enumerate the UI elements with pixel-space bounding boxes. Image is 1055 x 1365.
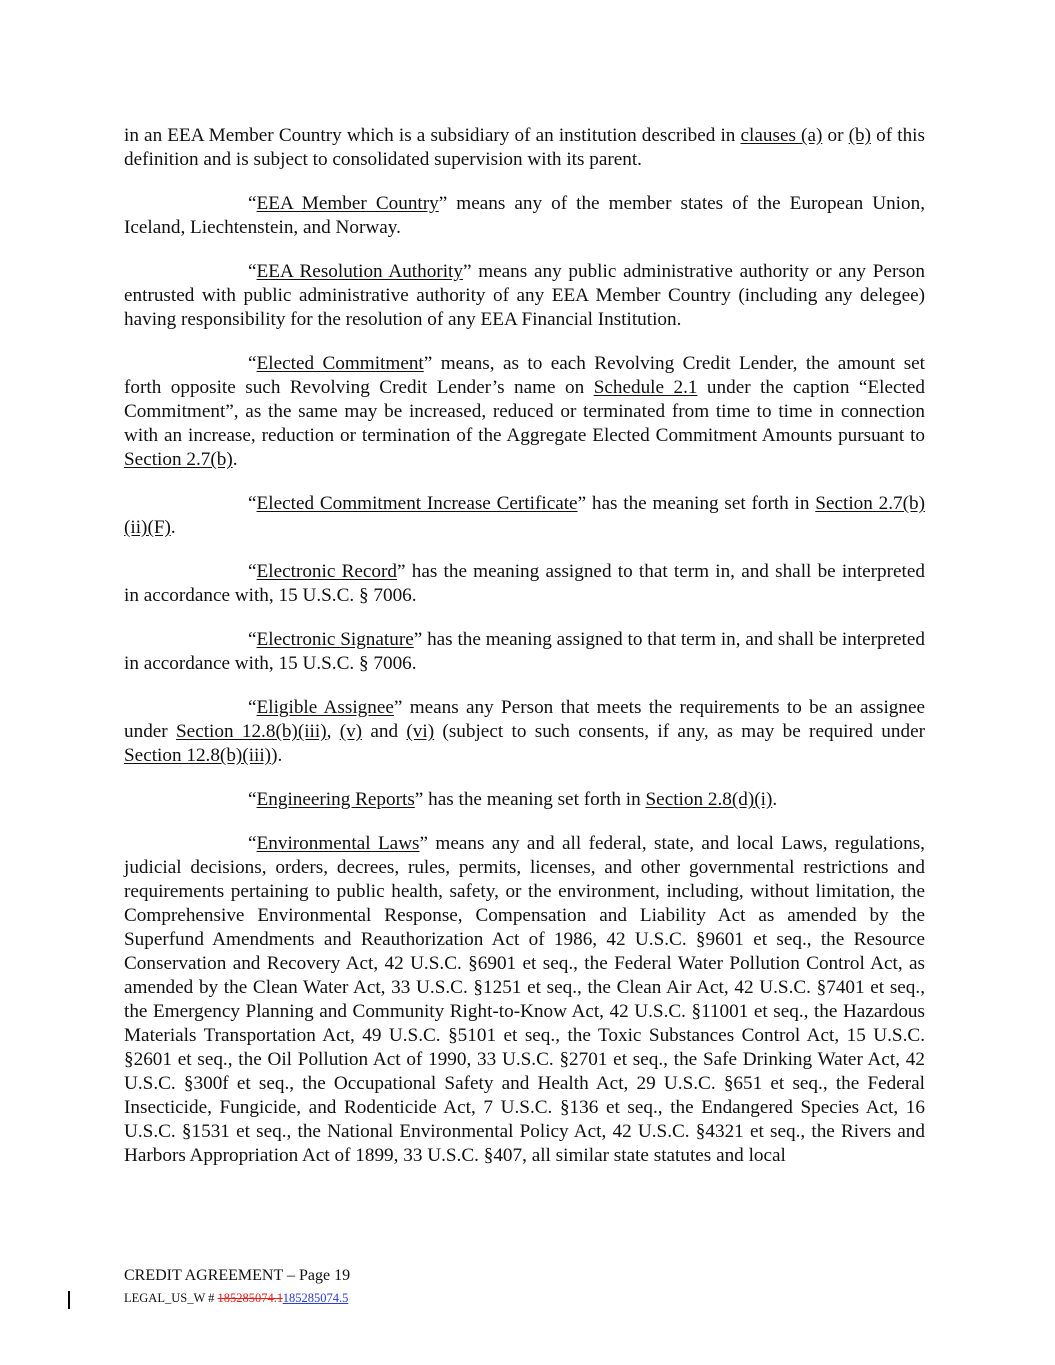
definition-text: ” has the meaning set forth in: [414, 789, 646, 810]
definition-electronic-signature: [124, 628, 925, 676]
defined-term: Electronic Signature: [256, 629, 414, 650]
text: ,: [326, 721, 340, 742]
quote-mark: “: [248, 493, 257, 514]
definition-text: under the caption “Elected Commitment”, as the same may be increased, reduced or terminated from time to time in connection with an increase, reduction or termination of the Aggregate Elected Commitment Amounts pursuant to: [124, 377, 925, 446]
defined-term: Engineering Reports: [256, 789, 415, 810]
quote-mark: “: [248, 833, 257, 854]
definition-elected-commitment-increase-certificate: [124, 492, 925, 540]
definition-text: ” means, as to each Revolving Credit Lender, the amount set forth opposite such Revolving Credit Lender’s name on: [124, 353, 926, 398]
cross-reference: Schedule 2.1: [593, 377, 698, 398]
cross-reference: Section 2.7(b): [124, 449, 233, 470]
defined-term: Elected Commitment Increase Certificate: [256, 493, 578, 514]
page-footer: [124, 1266, 350, 1308]
cross-reference: Section 12.8(b)(iii): [176, 721, 327, 742]
document-id: [124, 1288, 350, 1308]
quote-mark: “: [248, 697, 257, 718]
definition-text: (subject to such consents, if any, as may be required under: [434, 721, 925, 742]
cross-reference: Section 2.7(b)(ii)(F): [124, 493, 925, 538]
revision-change-bar: [68, 1291, 70, 1309]
definition-electronic-record: [124, 560, 925, 608]
defined-term: EEA Resolution Authority: [256, 261, 463, 282]
definition-eligible-assignee: [124, 696, 925, 768]
cross-reference: (v): [339, 721, 363, 742]
text: .: [772, 789, 778, 810]
definition-text: ” means any Person that meets the requirements to be an assignee under: [124, 697, 926, 742]
text: in an EEA Member Country which is a subsidiary of an institution described in: [124, 125, 741, 146]
definition-text: ” has the meaning set forth in: [577, 493, 816, 514]
defined-term: Eligible Assignee: [256, 697, 394, 718]
document-body: [124, 124, 925, 1188]
definition-text: ” has the meaning assigned to that term in, and shall be interpreted in accordance with, 15 U.S.C. § 7006.: [124, 629, 925, 674]
cross-reference: clauses (a): [740, 125, 823, 146]
definition-text: ” has the meaning assigned to that term in, and shall be interpreted in accordance with, 15 U.S.C. § 7006.: [124, 561, 925, 606]
cross-reference: (vi): [406, 721, 435, 742]
definition-engineering-reports: [124, 788, 925, 812]
quote-mark: “: [248, 789, 257, 810]
paragraph-eea-financial-institution-cont: [124, 124, 925, 172]
definition-eea-member-country: [124, 192, 925, 240]
definition-text: ” means any public administrative authority or any Person entrusted with public administrative authority of any EEA Member Country (including any delegee) having responsibility for the resolution of any EEA Financial Institution.: [124, 261, 925, 330]
definition-eea-resolution-authority: [124, 260, 925, 332]
cross-reference: Section 12.8(b)(iii): [124, 745, 272, 766]
text: ).: [271, 745, 283, 766]
text: of this definition and is subject to consolidated supervision with its parent.: [124, 125, 925, 170]
definition-environmental-laws: [124, 832, 925, 1168]
document-id-deleted: 185285074.1: [217, 1291, 283, 1305]
definition-text: ” means any of the member states of the European Union, Iceland, Liechtenstein, and Norway.: [124, 193, 925, 238]
text: and: [362, 721, 407, 742]
quote-mark: “: [248, 561, 257, 582]
quote-mark: “: [248, 629, 257, 650]
defined-term: EEA Member Country: [256, 193, 439, 214]
text: .: [232, 449, 238, 470]
quote-mark: “: [248, 261, 257, 282]
defined-term: Elected Commitment: [256, 353, 424, 374]
defined-term: Environmental Laws: [256, 833, 420, 854]
footer-title: CREDIT AGREEMENT – Page 19: [124, 1267, 351, 1284]
definition-elected-commitment: [124, 352, 925, 472]
text: or: [822, 125, 849, 146]
text: .: [170, 517, 176, 538]
document-id-inserted: 185285074.5: [282, 1291, 349, 1305]
cross-reference: (b): [848, 125, 871, 146]
quote-mark: “: [248, 353, 257, 374]
defined-term: Electronic Record: [256, 561, 397, 582]
cross-reference: Section 2.8(d)(i): [645, 789, 773, 810]
definition-text: ” means any and all federal, state, and local Laws, regulations, judicial decisions, orders, decrees, rules, permits, licenses, and other governmental restrictions and requirements pertaining to public health, safety, or the environment, including, without limitation, the Comprehensive Environmental Response, Compensation and Liability Act as amended by the Superfund Amendments and Reauthorization Act of 1986, 42 U.S.C. §9601 et seq., the Resource Conservation and Recovery Act, 42 U.S.C. §6901 et seq., the Federal Water Pollution Control Act, as amended by the Clean Water Act, 33 U.S.C. §1251 et seq., the Clean Air Act, 42 U.S.C. §7401 et seq., the Emergency Planning and Community Right-to-Know Act, 42 U.S.C. §11001 et seq., the Hazardous Materials Transportation Act, 49 U.S.C. §5101 et seq., the Toxic Substances Control Act, 15 U.S.C. §2601 et seq., the Oil Pollution Act of 1990, 33 U.S.C. §2701 et seq., the Safe Drinking Water Act, 42 U.S.C. §300f et seq., the Occupational Safety and Health Act, 29 U.S.C. §651 et seq., the Federal Insecticide, Fungicide, and Rodenticide Act, 7 U.S.C. §136 et seq., the Endangered Species Act, 16 U.S.C. §1531 et seq., the National Environmental Policy Act, 42 U.S.C. §4321 et seq., the Rivers and Harbors Appropriation Act of 1899, 33 U.S.C. §407, all similar state statutes and local: [124, 833, 925, 1166]
quote-mark: “: [248, 193, 257, 214]
document-id-prefix: LEGAL_US_W #: [124, 1291, 218, 1305]
